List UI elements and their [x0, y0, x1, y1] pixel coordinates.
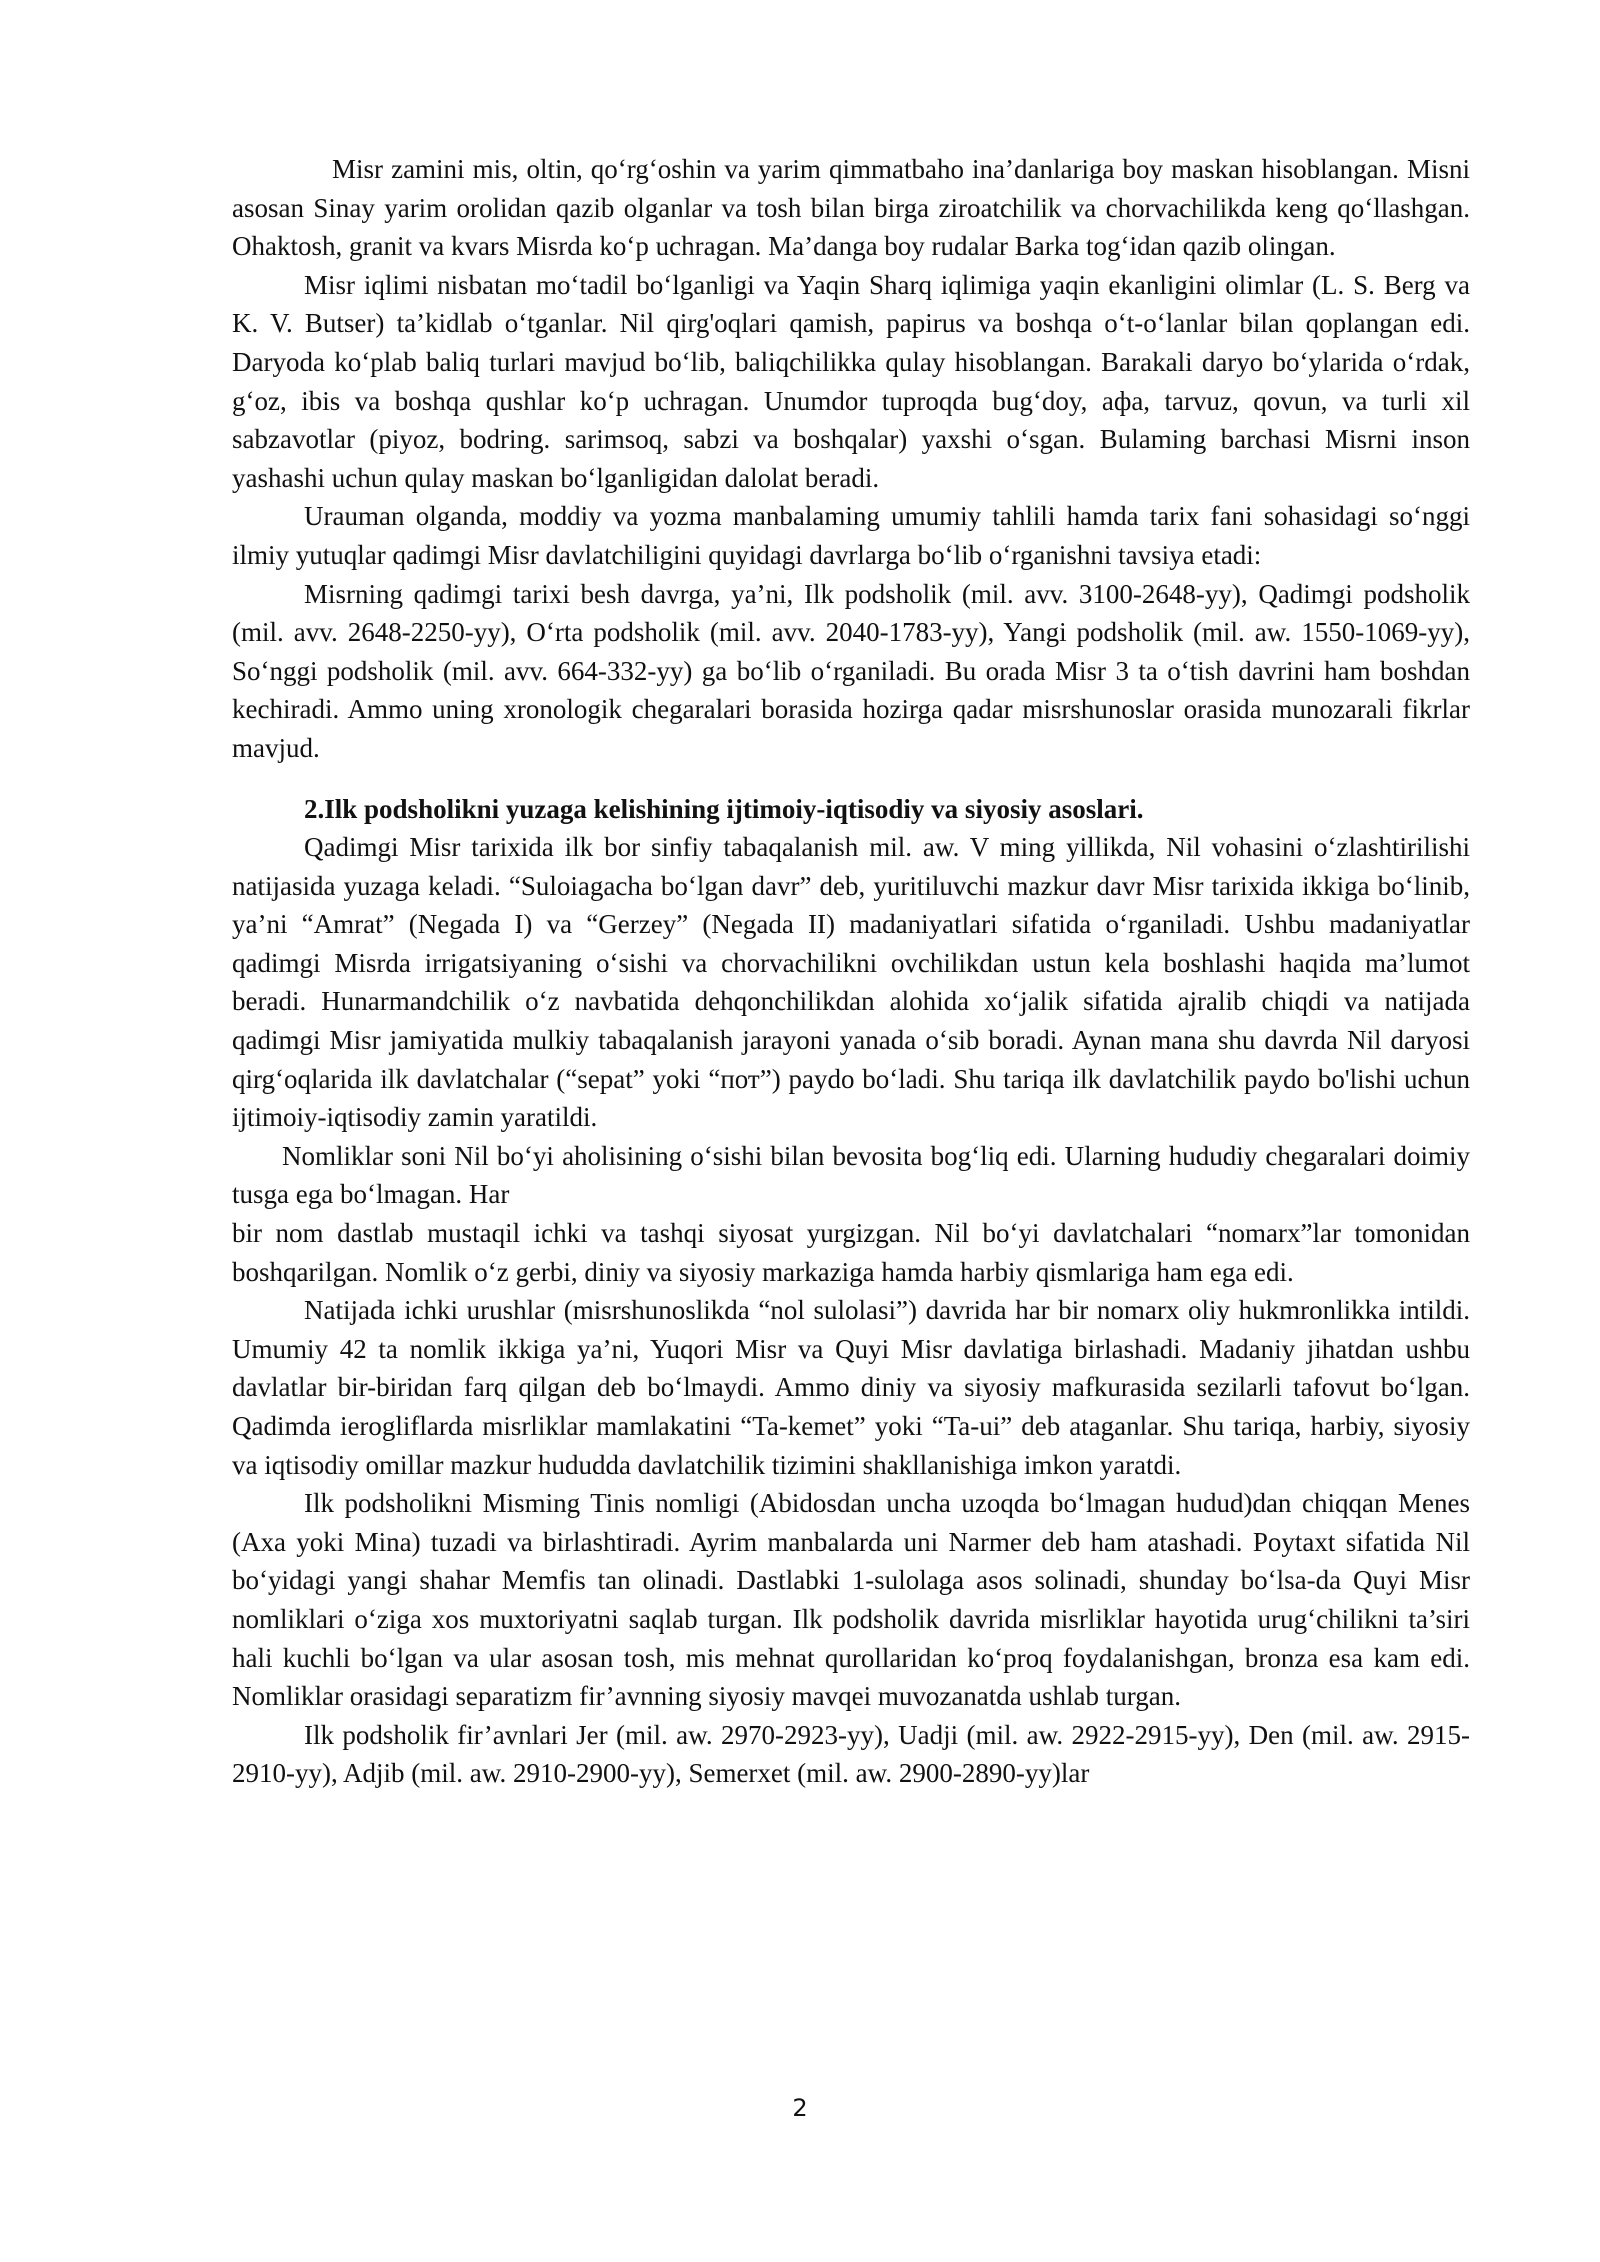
paragraph-five-periods: Misrning qadimgi tarixi besh davrga, ya’ni, Ilk podsholik (mil. avv. 3100-2648-yy), Qadimgi podsholik (mil. avv. 2648-2250-yy), O‘rta podsholik (mil. avv. 2040-1783-yy), Yangi podsholik (mil. aw. 1550-1069-yy), So‘nggi podsholik (mil. avv. 664-332-yy) ga bo‘lib o‘rganiladi. Bu orada Misr 3 ta o‘tish davrini ham boshdan kechiradi. Ammo uning xronologik chegaralari borasida hozirga qadar misrshunoslar orasida munozarali fikrlar mavjud.	[232, 578, 1470, 763]
paragraph-nomes-intro: Nomliklar soni Nil bo‘yi aholisining o‘sishi bilan bevosita bog‘liq edi. Ularning hududiy chegaralari doimiy tusga ega bo‘lmagan. Har	[232, 1140, 1470, 1210]
paragraph-misr-climate: Misr iqlimi nisbatan mo‘tadil bo‘lganligi va Yaqin Sharq iqlimiga yaqin ekanligini olimlar (L. S. Berg va K. V. Butser) ta’kidlab o‘tganlar. Nil qirg'oqlari qamish, papirus va boshqa o‘t-o‘lanlar bilan qoplangan edi. Daryoda ko‘plab baliq turlari mavjud bo‘lib, baliqchilikka qulay hisoblangan. Barakali daryo bo‘ylarida o‘rdak, g‘oz, ibis va boshqa qushlar ko‘p uchragan. Unumdor tuproqda bug‘doy, aфa, tarvuz, qovun, va turli xil sabzavotlar (piyoz, bodring. sarimsoq, sabzi va boshqalar) yaxshi o‘sgan. Bulaming barchasi Misrni inson yashashi uchun qulay maskan bo‘lganligidan dalolat beradi.	[232, 269, 1470, 493]
document-page	[232, 150, 1470, 1793]
paragraph-periodization-intro: Urauman olganda, moddiy va yozma manbalaming umumiy tahlili hamda tarix fani sohasidagi so‘nggi ilmiy yutuqlar qadimgi Misr davlatchiligini quyidagi davrlarga bo‘lib o‘rganishni tavsiya etadi:	[232, 501, 1470, 570]
page-number: 2	[792, 2094, 808, 2122]
paragraph-early-pharaohs: Ilk podsholik fir’avnlari Jer (mil. aw. 2970-2923-yy), Uadji (mil. aw. 2922-2915-yy), Den (mil. aw. 2915-2910-yy), Adjib (mil. aw. 2910-2900-yy), Semerxet (mil. aw. 2900-2890-yy)lar	[232, 1719, 1470, 1789]
section-2-heading: 2.Ilk podsholikni yuzaga kelishining ijtimoiy-iqtisodiy va siyosiy asoslari.	[304, 793, 1144, 824]
paragraph-class-stratification: Qadimgi Misr tarixida ilk bor sinfiy tabaqalanish mil. aw. V ming yillikda, Nil vohasini o‘zlashtirilishi natijasida yuzaga keladi. “Suloiagacha bo‘lgan davr” deb, yuritiluvchi mazkur davr Misr tarixida ikkiga bo‘linib, ya’ni “Amrat” (Negada I) va “Gerzey” (Negada II) madaniyatlari sifatida o‘rganiladi. Ushbu madaniyatlar qadimgi Misrda irrigatsiyaning o‘sishi va chorvachilikni ovchilikdan ustun kela boshlashi haqida ma’lumot beradi. Hunarmandchilik o‘z navbatida dehqonchilikdan alohida xo‘jalik sifatida ajralib chiqdi va natijada qadimgi Misr jamiyatida mulkiy tabaqalanish jarayoni yanada o‘sib boradi. Aynan mana shu davrda Nil daryosi qirg‘oqlarida ilk davlatchalar (“sepat” yoki “пот”) paydo bo‘ladi. Shu tariqa ilk davlatchilik paydo bo'lishi uchun ijtimoiy-iqtisodiy zamin yaratildi.	[232, 832, 1470, 1133]
paragraph-misr-resources: Misr zamini mis, oltin, qo‘rg‘oshin va yarim qimmatbaho ina’danlariga boy maskan hisoblangan. Misni asosan Sinay yarim orolidan qazib olganlar va tosh bilan birga ziroatchilik va chorvachilikda keng qo‘llashgan. Ohaktosh, granit va kvars Misrda ko‘p uchragan. Ma’danga boy rudalar Barka tog‘idan qazib olingan.	[232, 154, 1470, 262]
paragraph-early-kingdom: Ilk podsholikni Misming Tinis nomligi (Abidosdan uncha uzoqda bo‘lmagan hudud)dan chiqqan Menes (Axa yoki Mina) tuzadi va birlashtiradi. Ayrim manbalarda uni Narmer deb ham atashadi. Poytaxt sifatida Nil bo‘yidagi yangi shahar Memfis tan olinadi. Dastlabki 1-sulolaga asos solinadi, shunday bo‘lsa-da Quyi Misr nomliklari o‘ziga xos muxtoriyatni saqlab turgan. Ilk podsholik davrida misrliklar hayotida urug‘chilikni ta’siri hali kuchli bo‘lgan va ular asosan tosh, mis mehnat qurollaridan ko‘proq foydalanishgan, bronza esa kam edi. Nomliklar orasidagi separatizm fir’avnning siyosiy mavqei muvozanatda ushlab turgan.	[232, 1488, 1470, 1712]
paragraph-nomes-governance: bir nom dastlab mustaqil ichki va tashqi siyosat yurgizgan. Nil bo‘yi davlatchalari “nomarx”lar tomonidan boshqarilgan. Nomlik o‘z gerbi, diniy va siyosiy markaziga hamda harbiy qismlariga ham ega edi.	[232, 1218, 1470, 1287]
paragraph-internal-wars: Natijada ichki urushlar (misrshunoslikda “nol sulolasi”) davrida har bir nomarx oliy hukmronlikka intildi. Umumiy 42 ta nomlik ikkiga ya’ni, Yuqori Misr va Quyi Misr davlatiga birlashadi. Madaniy jihatdan ushbu davlatlar bir-biridan farq qilgan deb bo‘lmaydi. Ammo diniy va siyosiy mafkurasida sezilarli tafovut bo‘lgan. Qadimda ierogliflarda misrliklar mamlakatini “Ta-kemet” yoki “Ta-ui” deb ataganlar. Shu tariqa, harbiy, siyosiy va iqtisodiy omillar mazkur hududda davlatchilik tizimini shakllanishiga imkon yaratdi.	[232, 1295, 1470, 1480]
